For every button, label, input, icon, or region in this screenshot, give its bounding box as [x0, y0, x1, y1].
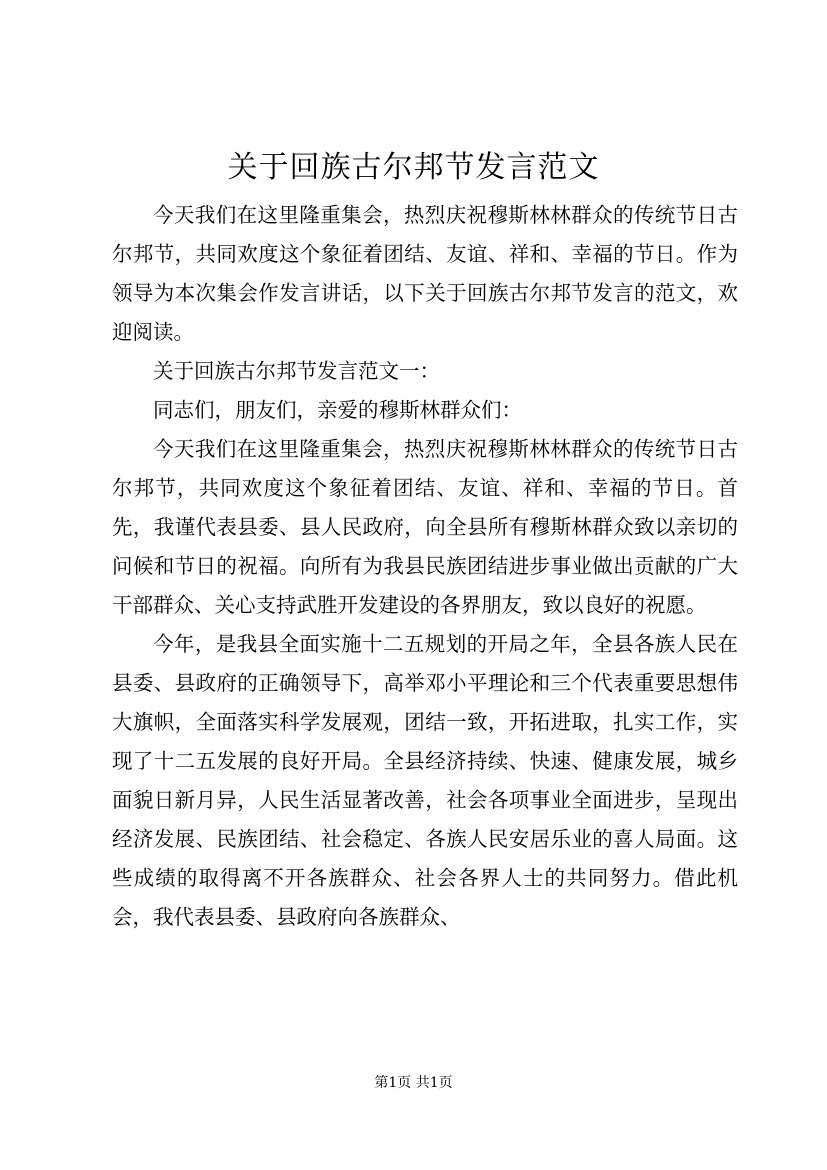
paragraph-achievements: 今年，是我县全面实施十二五规划的开局之年，全县各族人民在县委、县政府的正确领导下，高举邓小平理论和三个代表重要思想伟大旗帜，全面落实科学发展观，团结一致，开拓进取，扎实工作，实现了十二五发展的良好开局。全县经济持续、快速、健康发展，城乡面貌日新月异，人民生活显著改善，社会各项事业全面进步，呈现出经济发展、民族团结、社会稳定、各族人民安居乐业的喜人局面。这些成绩的取得离不开各族群众、社会各界人士的共同努力。借此机会，我代表县委、县政府向各族群众、 — [112, 632, 738, 929]
paragraph-section-heading: 关于回族古尔邦节发言范文一： — [153, 359, 440, 383]
paragraph-greeting: 今天我们在这里隆重集会，热烈庆祝穆斯林林群众的传统节日古尔邦节，共同欢度这个象征着团结、友谊、祥和、幸福的节日。首先，我谨代表县委、县人民政府，向全县所有穆斯林群众致以亲切的问候和节日的祝福。向所有为我县民族团结进步事业做出贡献的广大干部群众、关心支持武胜开发建设的各界朋友，致以良好的祝愿。 — [112, 437, 738, 617]
document-body — [112, 196, 738, 937]
paragraph-intro: 今天我们在这里隆重集会，热烈庆祝穆斯林林群众的传统节日古尔邦节，共同欢度这个象征着团结、友谊、祥和、幸福的节日。作为领导为本次集会作发言讲话，以下关于回族古尔邦节发言的范文，欢迎阅读。 — [112, 203, 738, 344]
paragraph-salutation: 同志们，朋友们，亲爱的穆斯林群众们： — [153, 398, 522, 422]
document-title: 关于回族古尔邦节发言范文 — [227, 150, 600, 185]
page-number-footer: 第1页 共1页 — [374, 1075, 453, 1091]
